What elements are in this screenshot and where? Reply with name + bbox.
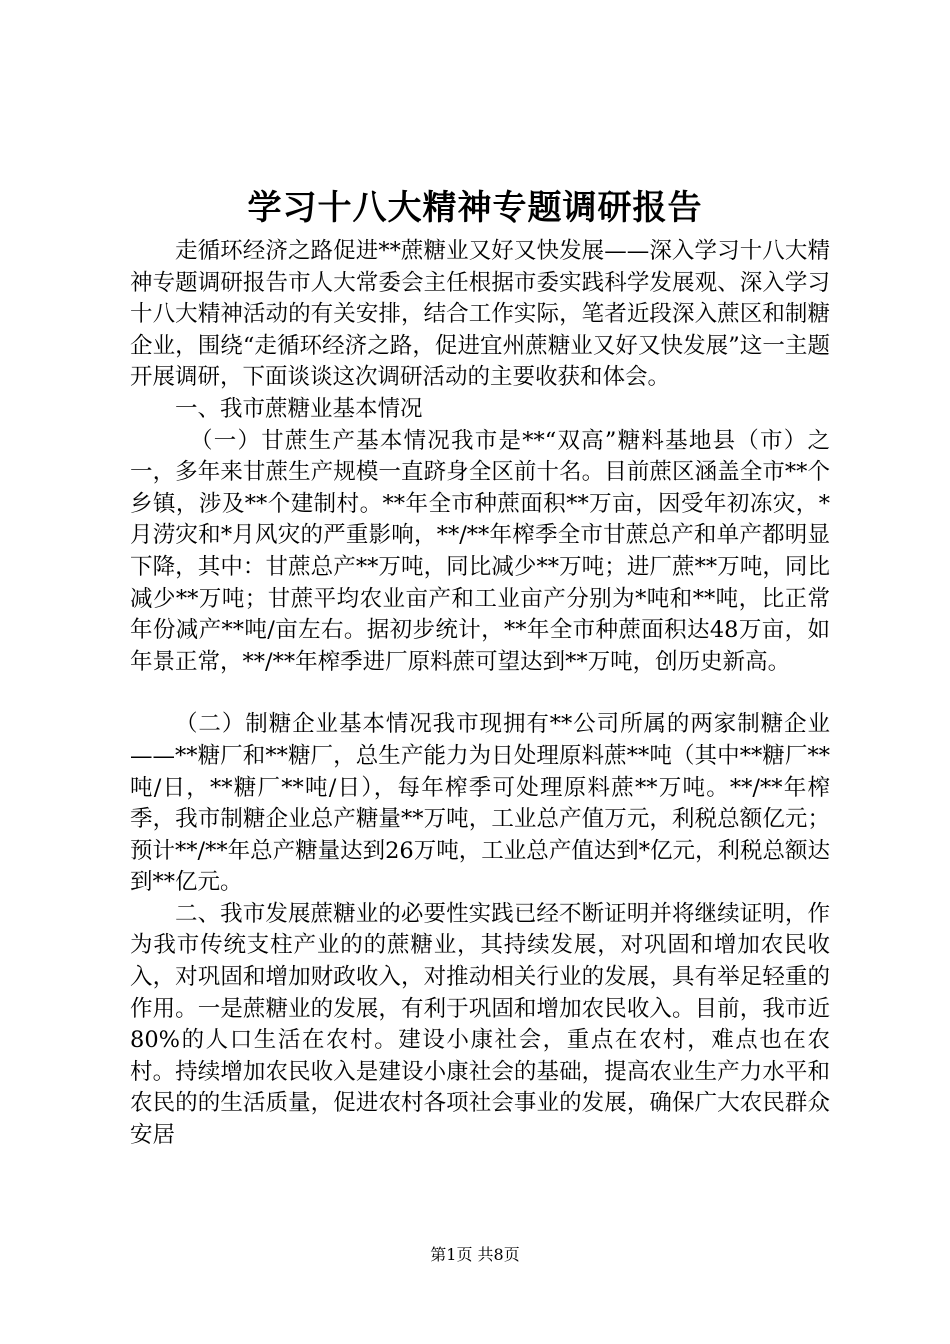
paragraph-sugar-enterprises: （二）制糖企业基本情况我市现拥有**公司所属的两家制糖企业——**糖厂和**糖厂，总生产能力为日处理原料蔗**吨（其中**糖厂**吨/日，**糖厂**吨/日），每年榨季可处理原料蔗**万吨。**/**年榨季，我市制糖企业总产糖量**万吨，工业总产值万元，利税总额亿元；预计**/**年总产糖量达到26万吨，工业总产值达到*亿元，利税总额达到**亿元。 — [130, 711, 830, 896]
paragraph-intro: 走循环经济之路促进**蔗糖业又好又快发展——深入学习十八大精神专题调研报告市人大常委会主任根据市委实践科学发展观、深入学习十八大精神活动的有关安排，结合工作实际，笔者近段深入蔗区和制糖企业，围绕“走循环经济之路，促进宜州蔗糖业又好又快发展”这一主题开展调研，下面谈谈这次调研活动的主要收获和体会。 — [130, 238, 830, 391]
document-body — [130, 236, 830, 1152]
paragraph-sugarcane-production: （一）甘蔗生产基本情况我市是**“双高”糖料基地县（市）之一，多年来甘蔗生产规模一直跻身全区前十名。目前蔗区涵盖全市**个乡镇，涉及**个建制村。**年全市种蔗面积**万亩，因受年初冻灾，*月涝灾和*月风灾的严重影响，**/**年榨季全市甘蔗总产和单产都明显下降，其中：甘蔗总产**万吨，同比减少**万吨；进厂蔗**万吨，同比减少**万吨；甘蔗平均农业亩产和工业亩产分别为*吨和**吨，比正常年份减产**吨/亩左右。据初步统计，**年全市种蔗面积达48万亩，如年景正常，**/**年榨季进厂原料蔗可望达到**万吨，创历史新高。 — [130, 427, 830, 675]
paragraph-gap — [130, 678, 830, 709]
document-title: 学习十八大精神专题调研报告 — [247, 188, 703, 228]
paragraph-necessity: 二、我市发展蔗糖业的必要性实践已经不断证明并将继续证明，作为我市传统支柱产业的的蔗糖业，其持续发展，对巩固和增加农民收入，对巩固和增加财政收入，对推动相关行业的发展，具有举足轻重的作用。一是蔗糖业的发展，有利于巩固和增加农民收入。目前，我市近80%的人口生活在农村。建设小康社会，重点在农村，难点也在农村。持续增加农民收入是建设小康社会的基础，提高农业生产力水平和农民的的生活质量，促进农村各项社会事业的发展，确保广大农民群众安居 — [130, 900, 830, 1149]
section-heading-1: 一、我市蔗糖业基本情况 — [175, 395, 423, 422]
page-footer: 第1页 共8页 — [430, 1245, 520, 1264]
